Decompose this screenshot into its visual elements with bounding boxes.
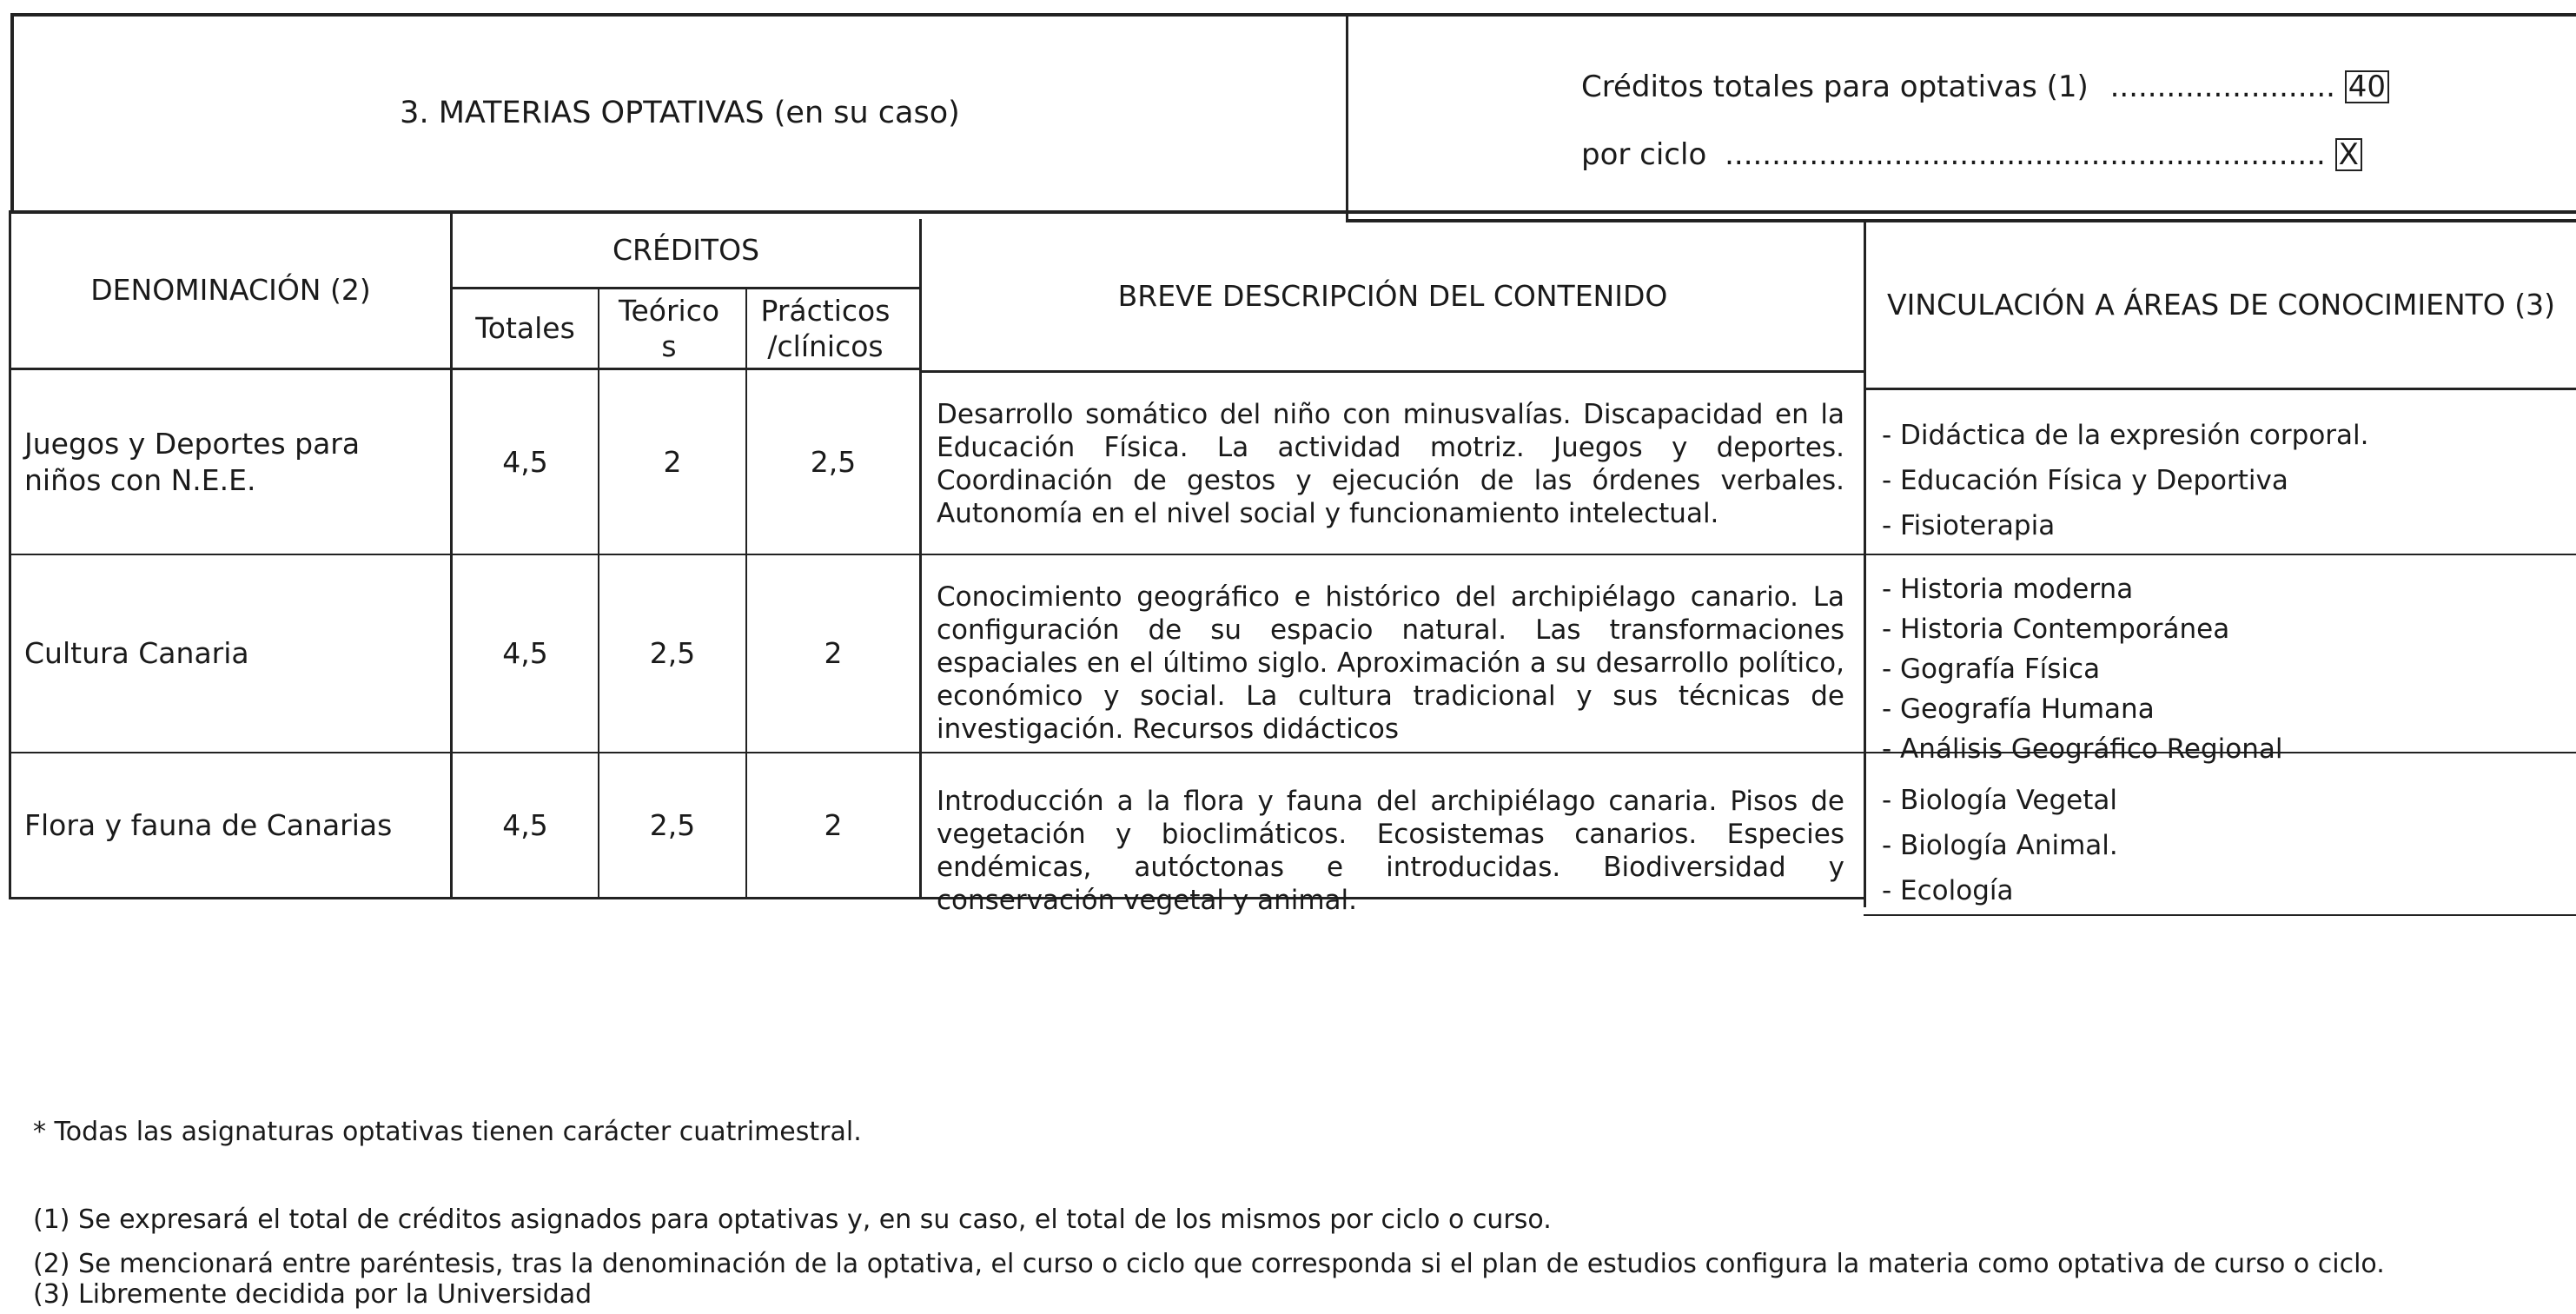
- knowledge-areas: [1882, 415, 2369, 546]
- area-item: - Didáctica de la expresión corporal.: [1882, 420, 2369, 451]
- credits-practicos: 2: [824, 636, 843, 671]
- col-vinculacion: VINCULACIÓN A ÁREAS DE CONOCIMIENTO (3): [1887, 288, 2555, 322]
- footnote-1: (1) Se expresará el total de créditos asignados para optativas y, en su caso, el total de los mismos por ciclo o curso.: [33, 1204, 1552, 1235]
- credits-teoricos: 2,5: [649, 807, 696, 842]
- credits-total-value: 40: [2345, 70, 2389, 103]
- area-item: - Biología Animal.: [1882, 830, 2118, 861]
- credits-total-line: [1581, 70, 2389, 104]
- col-creditos: CRÉDITOS: [612, 233, 760, 268]
- credits-totales: 4,5: [502, 636, 548, 671]
- description: Introducción a la flora y fauna del archipiélago canaria. Pisos de vegetación y bioclimáticos. Ecosistemas canarios. Especies endémicas, autóctonas e introducidas. Biodiversidad y conservación vegetal y animal.: [937, 786, 1844, 916]
- footnote-3: (3) Libremente decidida por la Universidad: [33, 1279, 593, 1310]
- credits-practicos: 2: [824, 807, 843, 842]
- area-item: - Geografía Humana: [1882, 694, 2155, 725]
- area-item: - Historia Contemporánea: [1882, 614, 2230, 645]
- area-item: - Biología Vegetal: [1882, 785, 2117, 816]
- credits-total-label: Créditos totales para optativas (1): [1581, 70, 2089, 104]
- area-item: - Análisis Geográfico Regional: [1882, 733, 2283, 765]
- knowledge-areas: [1882, 780, 2118, 911]
- area-item: - Educación Física y Deportiva: [1882, 465, 2288, 496]
- credits-practicos: 2,5: [810, 444, 857, 479]
- col-denominacion: DENOMINACIÓN (2): [90, 273, 371, 308]
- footnote-2: (2) Se mencionará entre paréntesis, tras la denominación de la optativa, el curso o ciclo que corresponda si el plan de estudios configura la materia como optativa de curso o ciclo.: [33, 1249, 2385, 1279]
- credits-cycle-dots: ................................................................: [1725, 137, 2326, 172]
- section-title: 3. MATERIAS OPTATIVAS (en su caso): [400, 95, 960, 130]
- col-totales: Totales: [475, 311, 575, 346]
- subject-name: Flora y fauna de Canarias: [24, 807, 393, 842]
- area-item: - Historia moderna: [1882, 574, 2134, 605]
- subject-name: Cultura Canaria: [24, 636, 249, 671]
- credits-cycle-line: [1581, 137, 2362, 172]
- credits-cycle-label: por ciclo: [1581, 137, 1707, 172]
- credits-totales: 4,5: [502, 444, 548, 479]
- col-teoricos: Teórico s: [618, 293, 720, 363]
- area-item: - Ecología: [1882, 875, 2014, 906]
- area-item: - Fisioterapia: [1882, 510, 2056, 541]
- credits-cycle-value: X: [2335, 138, 2362, 171]
- credits-total-dots: ........................: [2109, 70, 2335, 104]
- footnote-asterisk: * Todas las asignaturas optativas tienen carácter cuatrimestral.: [33, 1117, 862, 1147]
- area-item: - Gografía Física: [1882, 654, 2101, 685]
- credits-teoricos: 2: [663, 444, 682, 479]
- description: Conocimiento geográfico e histórico del archipiélago canario. La configuración de su espacio natural. Las transformaciones espaciales en el último siglo. Aproximación a su desarrollo político, económico y social. La cultura tradicional y sus técnicas de investigación. Recursos didácticos: [937, 581, 1844, 745]
- description: Desarrollo somático del niño con minusvalías. Discapacidad en la Educación Física. La actividad motriz. Juegos y deportes. Coordinación de gestos y ejecución de las órdenes verbales. Autonomía en el nivel social y funcionamiento intelectual.: [937, 399, 1844, 529]
- credits-totales: 4,5: [502, 807, 548, 842]
- col-practicos: Prácticos /clínicos: [760, 293, 891, 363]
- knowledge-areas: [1882, 569, 2283, 769]
- subject-name: Juegos y Deportes para niños con N.E.E.: [24, 427, 361, 497]
- col-descripcion: BREVE DESCRIPCIÓN DEL CONTENIDO: [1117, 279, 1668, 314]
- credits-teoricos: 2,5: [649, 636, 696, 671]
